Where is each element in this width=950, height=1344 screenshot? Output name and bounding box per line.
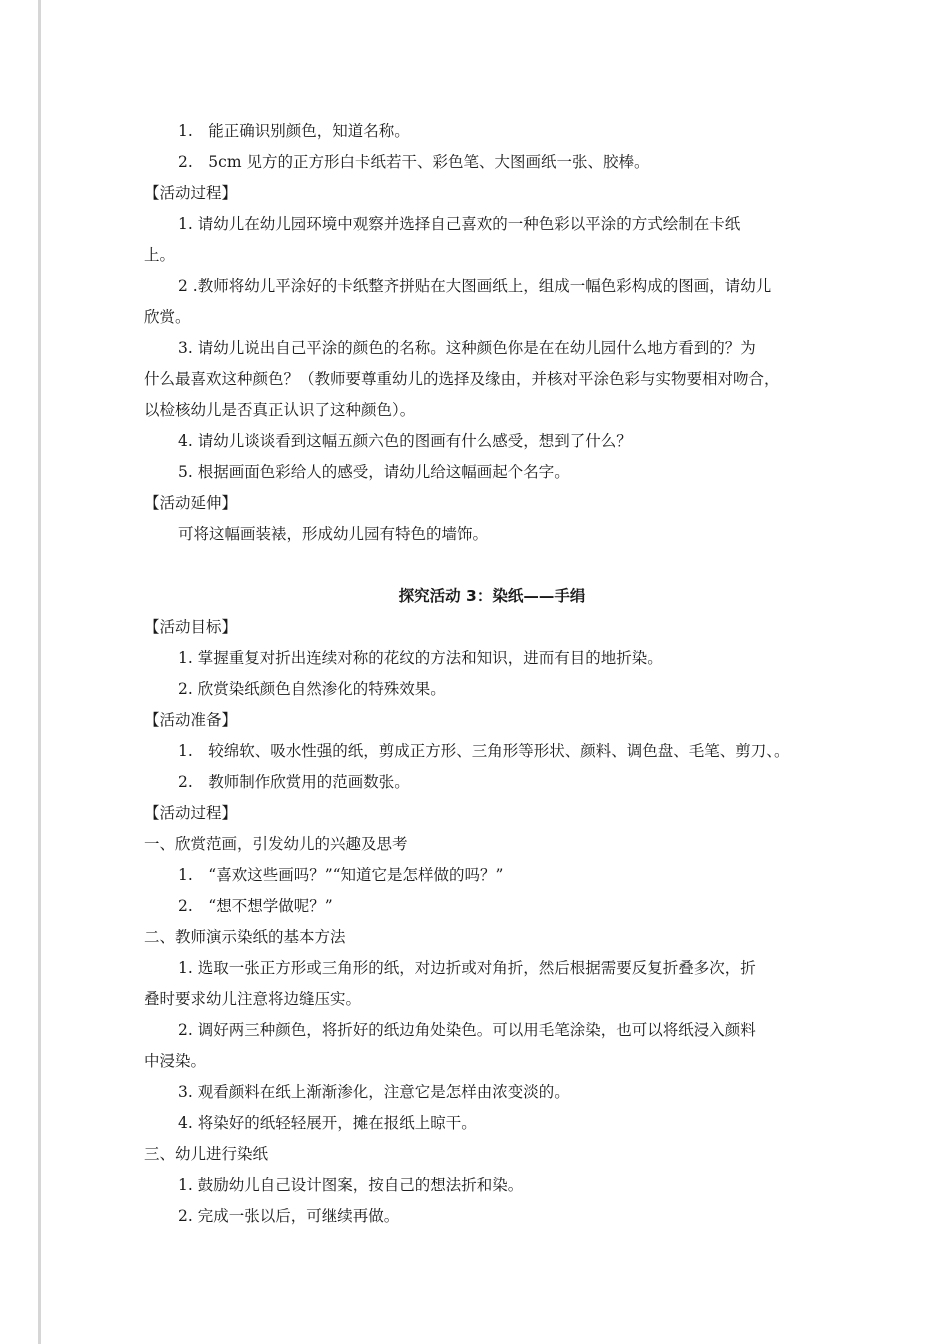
text-line: 2. 教师制作欣赏用的范画数张。 [178,773,410,791]
text-line: 中浸染。 [144,1052,207,1070]
text-line: 2. 调好两三种颜色，将折好的纸边角处染色。可以用毛笔涂染，也可以将纸浸入颜料 [178,1021,756,1039]
activity-heading: 探究活动 3：染纸——手绢 [398,587,586,605]
text-line: 叠时要求幼儿注意将边缝压实。 [144,990,362,1008]
text-line: 1. 掌握重复对折出连续对称的花纹的方法和知识，进而有目的地折染。 [178,649,663,667]
text-line: 1. “喜欢这些画吗？”“知道它是怎样做的吗？” [178,866,504,884]
text-line: 什么最喜欢这种颜色？（教师要尊重幼儿的选择及缘由，并核对平涂色彩与实物要相对吻合， [144,370,780,388]
text-line: 3. 观看颜料在纸上渐渐渗化，注意它是怎样由浓变淡的。 [178,1083,570,1101]
document-body [144,116,812,1232]
text-line: 1. 较绵软、吸水性强的纸，剪成正方形、三角形等形状、颜料、调色盘、毛笔、剪刀、。 [178,742,790,760]
section-label: 【活动过程】 [144,804,238,822]
text-line: 2. 5cm 见方的正方形白卡纸若干、彩色笔、大图画纸一张、胶棒。 [178,153,650,171]
text-line: 4. 将染好的纸轻轻展开，摊在报纸上晾干。 [178,1114,477,1132]
text-line: 3. 请幼儿说出自己平涂的颜色的名称。这种颜色你是在在幼儿园什么地方看到的？为 [178,339,756,357]
section-label: 【活动延伸】 [144,494,238,512]
subsection-title: 三、幼儿进行染纸 [144,1145,269,1163]
text-line: 欣赏。 [144,308,191,326]
text-line: 以检核幼儿是否真正认识了这种颜色）。 [144,401,416,419]
subsection-title: 二、教师演示染纸的基本方法 [144,928,346,946]
text-line: 1. 请幼儿在幼儿园环境中观察并选择自己喜欢的一种色彩以平涂的方式绘制在卡纸 [178,215,741,233]
section-label: 【活动准备】 [144,711,238,729]
text-line: 2. 完成一张以后，可继续再做。 [178,1207,400,1225]
text-line: 2 .教师将幼儿平涂好的卡纸整齐拼贴在大图画纸上，组成一幅色彩构成的图画，请幼儿 [178,277,772,295]
text-line: 2. 欣赏染纸颜色自然渗化的特殊效果。 [178,680,446,698]
text-line: 1. 选取一张正方形或三角形的纸，对边折或对角折，然后根据需要反复折叠多次，折 [178,959,756,977]
subsection-title: 一、欣赏范画，引发幼儿的兴趣及思考 [144,835,408,853]
text-line: 1. 能正确识别颜色，知道名称。 [178,122,410,140]
text-line: 4. 请幼儿谈谈看到这幅五颜六色的图画有什么感受，想到了什么？ [178,432,632,450]
page-left-border [38,0,41,1344]
text-line: 2. “想不想学做呢？” [178,897,333,915]
text-line: 1. 鼓励幼儿自己设计图案，按自己的想法折和染。 [178,1176,524,1194]
text-line: 5. 根据画面色彩给人的感受，请幼儿给这幅画起个名字。 [178,463,570,481]
section-label: 【活动目标】 [144,618,238,636]
text-line: 可将这幅画装裱，形成幼儿园有特色的墙饰。 [178,525,489,543]
text-line: 上。 [144,246,176,264]
section-label: 【活动过程】 [144,184,238,202]
